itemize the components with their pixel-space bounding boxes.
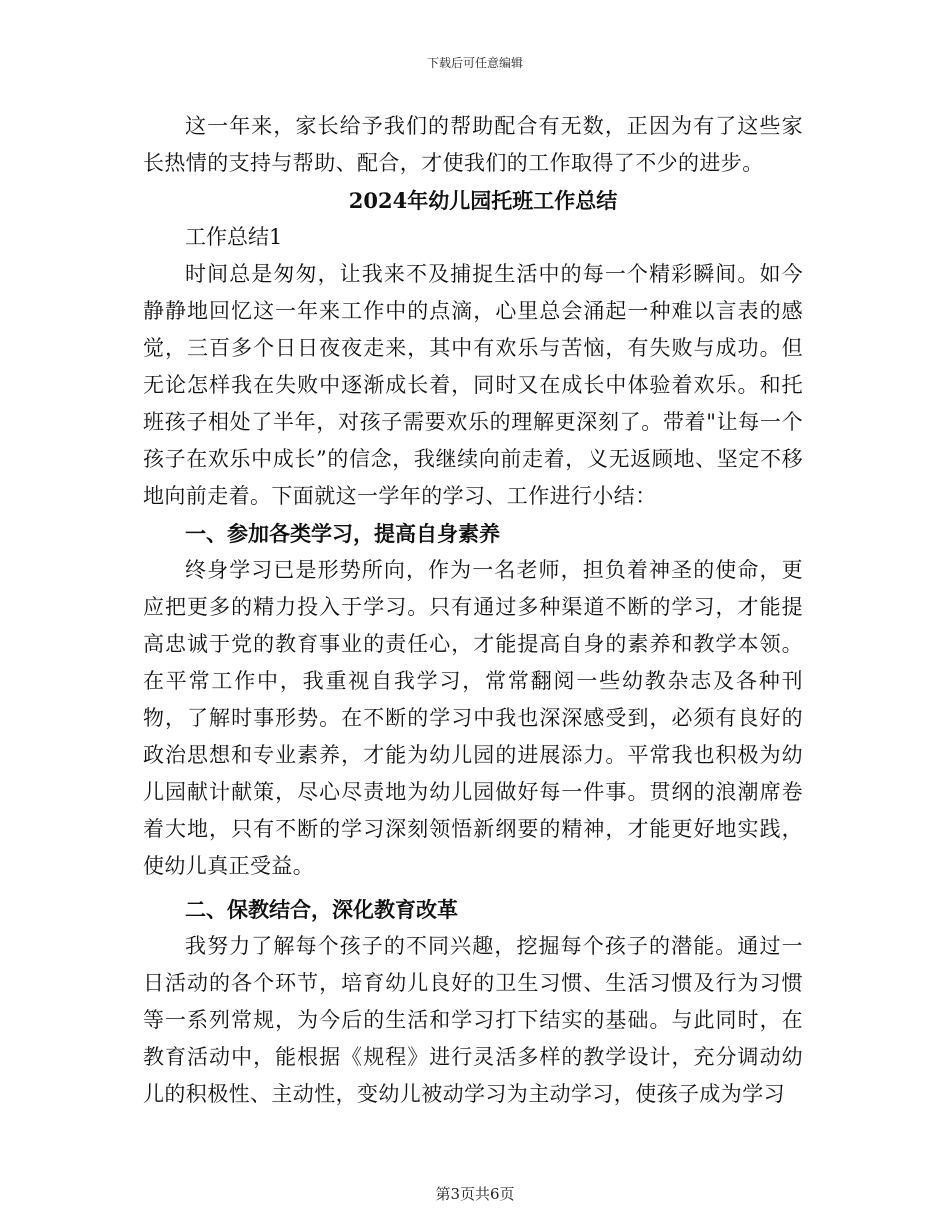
page-footer-indicator: 第3页共6页 xyxy=(435,1185,515,1203)
document-title: 2024年幼儿园托班工作总结 xyxy=(348,188,618,213)
opening-paragraph: 时间总是匆匆，让我来不及捕捉生活中的每一个精彩瞬间。如今静静地回忆这一年来工作中的点滴，心里总会涌起一种难以言表的感觉，三百多个日日夜夜走来，其中有欢乐与苦恼，有失败与成功。但无论怎样我在失败中逐渐成长着，同时又在成长中体验着欢乐。和托班孩子相处了半年，对孩子需要欢乐的理解更深刻了。带着"让每一个孩子在欢乐中成长”的信念，我继续向前走着，义无返顾地、坚定不移地向前走着。下面就这一学年的学习、工作进行小结： xyxy=(143,262,803,508)
section-body-2: 我努力了解每个孩子的不同兴趣，挖掘每个孩子的潜能。通过一日活动的各个环节，培育幼儿良好的卫生习惯、生活习惯及行为习惯等一系列常规，为今后的生活和学习打下结实的基础。与此同时，在教育活动中，能根据《规程》进行灵活多样的教学设计，充分调动幼儿的积极性、主动性，变幼儿被动学习为主动学习，使孩子成为学习 xyxy=(143,934,803,1106)
document-body xyxy=(143,108,803,1113)
page-header-note: 下载后可任意编辑 xyxy=(426,56,523,70)
section-heading-1: 一、参加各类学习，提高自身素养 xyxy=(185,521,500,546)
section-heading-2: 二、保教结合，深化教育改革 xyxy=(185,897,458,922)
intro-paragraph: 这一年来，家长给予我们的帮助配合有无数，正因为有了这些家长热情的支持与帮助、配合，才使我们的工作取得了不少的进步。 xyxy=(143,114,803,175)
section-body-1: 终身学习已是形势所向，作为一名老师，担负着神圣的使命，更应把更多的精力投入于学习。只有通过多种渠道不断的学习，才能提高忠诚于党的教育事业的责任心，才能提高自身的素养和教学本领。在平常工作中，我重视自我学习，常常翻阅一些幼教杂志及各种刊物，了解时事形势。在不断的学习中我也深深感受到，必须有良好的政治思想和专业素养，才能为幼儿园的进展添力。平常我也积极为幼儿园献计献策，尽心尽责地为幼儿园做好每一件事。贯纲的浪潮席卷着大地，只有不断的学习深刻领悟新纲要的精神，才能更好地实践，使幼儿真正受益。 xyxy=(143,558,803,878)
document-subtitle: 工作总结1 xyxy=(185,225,283,249)
